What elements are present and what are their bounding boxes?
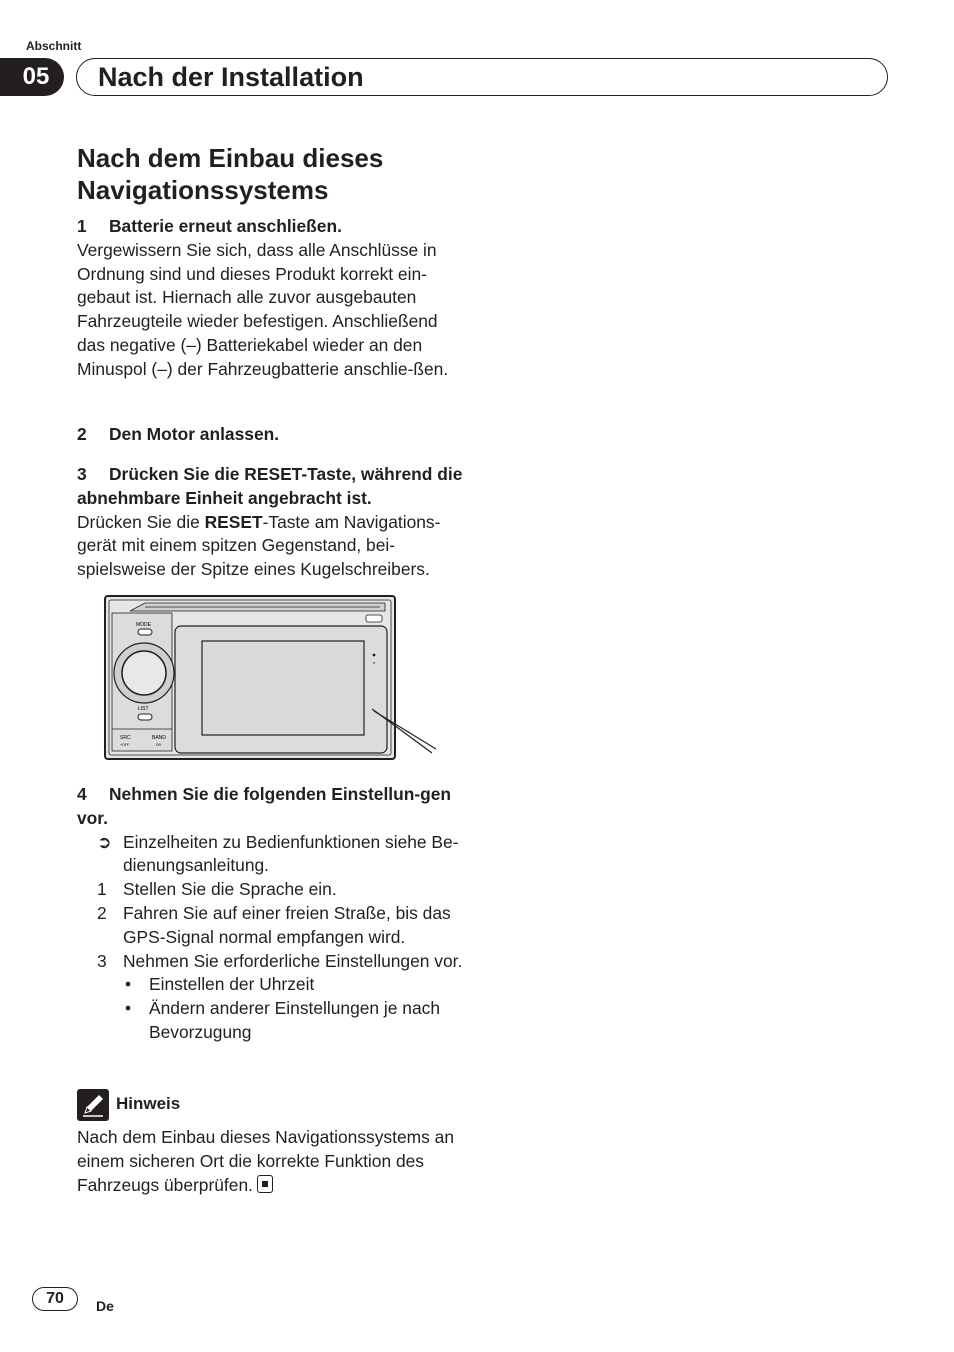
substep-1: 1 Stellen Sie die Sprache ein. (97, 879, 337, 900)
step-3-body: Drücken Sie die RESET-Taste am Navigations-gerät mit einem spitzen Gegenstand, bei-spielsweise der Spitze eines Kugelschreibers. (77, 511, 441, 580)
substep-2: 2 Fahren Sie auf einer freien Straße, bis das GPS-Signal normal empfangen wird. (97, 902, 451, 947)
note-label: Hinweis (116, 1094, 181, 1113)
page-title: Nach dem Einbau dieses Navigationssystems (77, 143, 384, 205)
step-2 (77, 423, 469, 447)
note-text: Nach dem Einbau dieses Navigationssystems an einem sicheren Ort die korrekte Funktion des Fahrzeugs überprüfen. (77, 1127, 454, 1195)
step-3 (77, 463, 469, 582)
reset-key-label: RESET (204, 511, 263, 532)
chapter-number: 05 (22, 63, 50, 90)
list-label: LIST (138, 706, 149, 712)
reference-item: ➲ Einzelheiten zu Bedienfunktionen siehe Be-dienungsanleitung. (97, 831, 459, 876)
substep-3: 3 Nehmen Sie erforderliche Einstellungen vor. (97, 950, 463, 971)
navigation-device-illustration (100, 593, 445, 763)
step-3-heading: 3 Drücken Sie die RESET-Taste, während die abnehmbare Einheit angebracht ist. (77, 464, 463, 508)
bullet-item-2: • Ändern anderer Einstellungen je nach Bevorzugung (125, 998, 441, 1042)
mode-label: MODE (136, 622, 151, 628)
chapter-title: Nach der Installation (98, 62, 364, 92)
src-label: SRC (120, 735, 131, 741)
chapter-number-badge (0, 58, 64, 96)
step-1-heading: 1 Batterie erneut anschließen. (77, 216, 342, 236)
reference-arrow-icon: ➲ (97, 831, 112, 852)
note-pencil-icon (77, 1089, 109, 1121)
bullet-icon: • (125, 998, 132, 1019)
band-label: BAND (152, 735, 166, 741)
step-1-body: Vergewissern Sie sich, dass alle Anschlüsse in Ordnung sind und dieses Produkt korrekt ein-gebaut ist. Hiernach alle zuvor ausgebauten Fahrzeugteile wieder befestigen. Anschließend das negative (–) Batteriekabel wieder an den Minuspol (–) der Fahrzeugbatterie anschlie-ßen. (77, 239, 449, 379)
language-code: De (96, 1298, 114, 1314)
step-1 (77, 215, 469, 382)
section-label: Abschnitt (26, 39, 82, 53)
bullet-icon: • (125, 974, 132, 995)
dr-label: DR (156, 743, 162, 747)
page-number: 70 (32, 1287, 78, 1311)
end-of-section-icon (257, 1175, 273, 1193)
off-label: +OFF (120, 743, 130, 747)
step-2-heading: 2 Den Motor anlassen. (77, 424, 280, 444)
bullet-item-1: • Einstellen der Uhrzeit (77, 973, 469, 997)
step-4-heading: 4 Nehmen Sie die folgenden Einstellun-gen vor. (77, 784, 452, 828)
step-4 (77, 783, 469, 1045)
